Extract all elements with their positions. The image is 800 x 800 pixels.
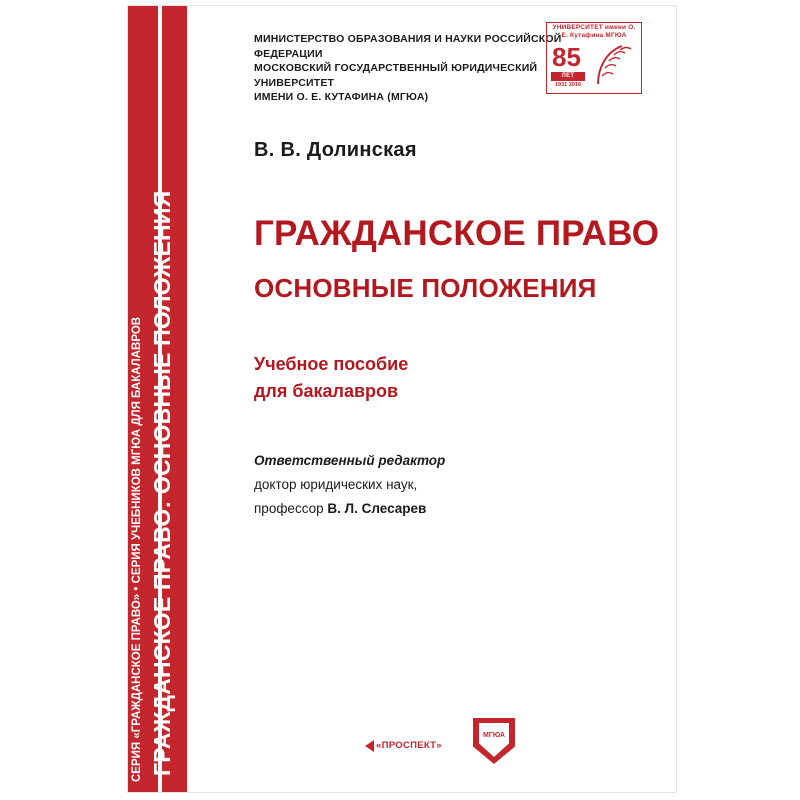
- university-shield-logo: [473, 718, 517, 770]
- edition-kind-line-2: для бакалавров: [254, 381, 399, 401]
- emblem-number: 85: [552, 42, 581, 72]
- editor-label: Ответственный редактор: [254, 453, 446, 468]
- edition-kind: [254, 351, 408, 405]
- editor-name: В. Л. Слесарев: [327, 501, 427, 516]
- ministry-line-3: ИМЕНИ О. Е. КУТАФИНА (МГЮА): [254, 91, 429, 103]
- page-title: ГРАЖДАНСКОЕ ПРАВО: [254, 214, 660, 253]
- spine-series-label: СЕРИЯ «ГРАЖДАНСКОЕ ПРАВО» • СЕРИЯ УЧЕБНИКОВ МГЮА ДЛЯ БАКАЛАВРОВ: [131, 316, 143, 782]
- emblem-years-label: ЛЕТ: [551, 72, 585, 81]
- shield-label: МГЮА: [483, 732, 505, 739]
- edition-kind-line-1: Учебное пособие: [254, 354, 409, 374]
- arrow-icon: [365, 740, 374, 752]
- spine-title-text: [148, 6, 187, 792]
- editor-title-prefix: профессор: [254, 501, 328, 516]
- publisher-logo: [365, 736, 451, 756]
- laurel-wreath-icon: [592, 42, 636, 88]
- responsible-editor-block: [254, 449, 445, 521]
- editor-name-line: [254, 497, 445, 521]
- book-block: [128, 6, 676, 792]
- ministry-line-2: МОСКОВСКИЙ ГОСУДАРСТВЕННЫЙ ЮРИДИЧЕСКИЙ УНИВЕРСИТЕТ: [254, 62, 538, 89]
- editor-degree: доктор юридических наук,: [254, 477, 418, 492]
- emblem-dates: 1931 2016: [555, 82, 581, 88]
- emblem-top-text: УНИВЕРСИТЕТ имени О. Е. Кутафина МГЮА: [552, 24, 636, 39]
- ministry-block: [254, 32, 584, 105]
- page-subtitle: ОСНОВНЫЕ ПОЛОЖЕНИЯ: [254, 273, 597, 303]
- author-name: В. В. Долинская: [254, 139, 417, 161]
- front-cover: [187, 6, 676, 792]
- university-anniversary-emblem: [546, 22, 642, 94]
- publisher-name: «ПРОСПЕКТ»: [376, 740, 442, 751]
- ministry-line-1: МИНИСТЕРСТВО ОБРАЗОВАНИЯ И НАУКИ РОССИЙСКОЙ ФЕДЕРАЦИИ: [254, 33, 562, 60]
- spine-title-label: ГРАЖДАНСКОЕ ПРАВО: ОСНОВНЫЕ ПОЛОЖЕНИЯ: [148, 190, 175, 776]
